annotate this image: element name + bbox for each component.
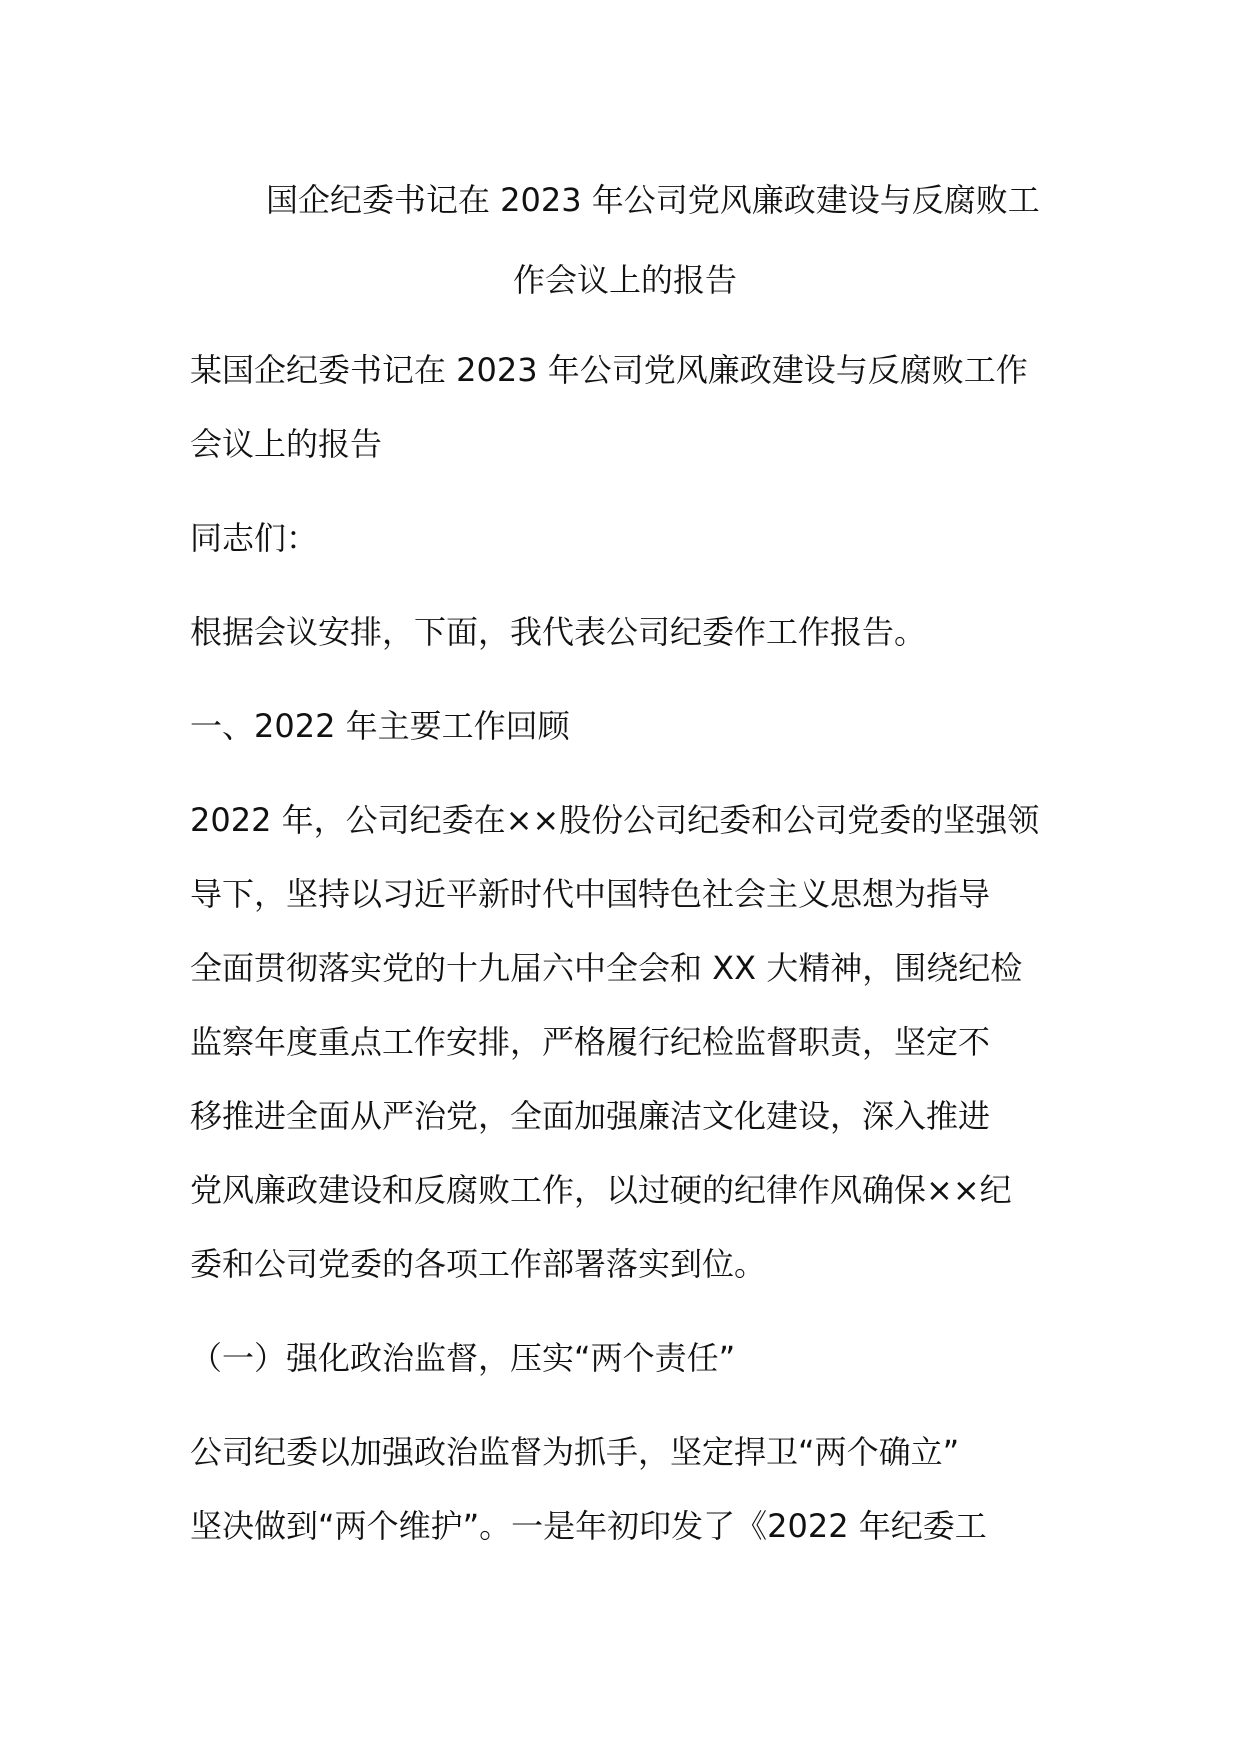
supervision-paragraph: [190, 1415, 1060, 1563]
text-line: 2022 年，公司纪委在××股份公司纪委和公司党委的坚强领: [190, 801, 1040, 839]
text-line: 根据会议安排，下面，我代表公司纪委作工作报告。: [190, 613, 927, 651]
salutation-paragraph: [190, 501, 1060, 575]
text-line: 全面贯彻落实党的十九届六中全会和 XX 大精神，围绕纪检: [190, 949, 1023, 987]
text-line: 同志们：: [190, 519, 319, 557]
text-line: 导下，坚持以习近平新时代中国特色社会主义思想为指导: [190, 875, 991, 913]
text-line: 移推进全面从严治党，全面加强廉洁文化建设，深入推进: [190, 1097, 991, 1135]
text-line: 坚决做到“两个维护”。一是年初印发了《2022 年纪委工: [190, 1507, 987, 1545]
document-body: [190, 333, 1060, 1583]
text-line: 一、2022 年主要工作回顾: [190, 707, 570, 745]
title-line-2: 作会议上的报告: [512, 261, 737, 299]
section-heading-1: [190, 689, 1060, 763]
intro-paragraph: [190, 595, 1060, 669]
document-title: [190, 160, 1060, 320]
review-paragraph: [190, 783, 1060, 1301]
text-line: 某国企纪委书记在 2023 年公司党风廉政建设与反腐败工作: [190, 351, 1028, 389]
text-line: （一）强化政治监督，压实“两个责任”: [190, 1339, 736, 1377]
text-line: 党风廉政建设和反腐败工作，以过硬的纪律作风确保××纪: [190, 1171, 1012, 1209]
title-line-1: 国企纪委书记在 2023 年公司党风廉政建设与反腐败工: [266, 181, 1040, 219]
text-line: 委和公司党委的各项工作部署落实到位。: [190, 1245, 767, 1283]
text-line: 监察年度重点工作安排，严格履行纪检监督职责，坚定不: [190, 1023, 991, 1061]
text-line: 公司纪委以加强政治监督为抓手，坚定捍卫“两个确立”: [190, 1433, 960, 1471]
subsection-heading-1: [190, 1321, 1060, 1395]
text-line: 会议上的报告: [190, 425, 383, 463]
subtitle-paragraph: [190, 333, 1060, 481]
